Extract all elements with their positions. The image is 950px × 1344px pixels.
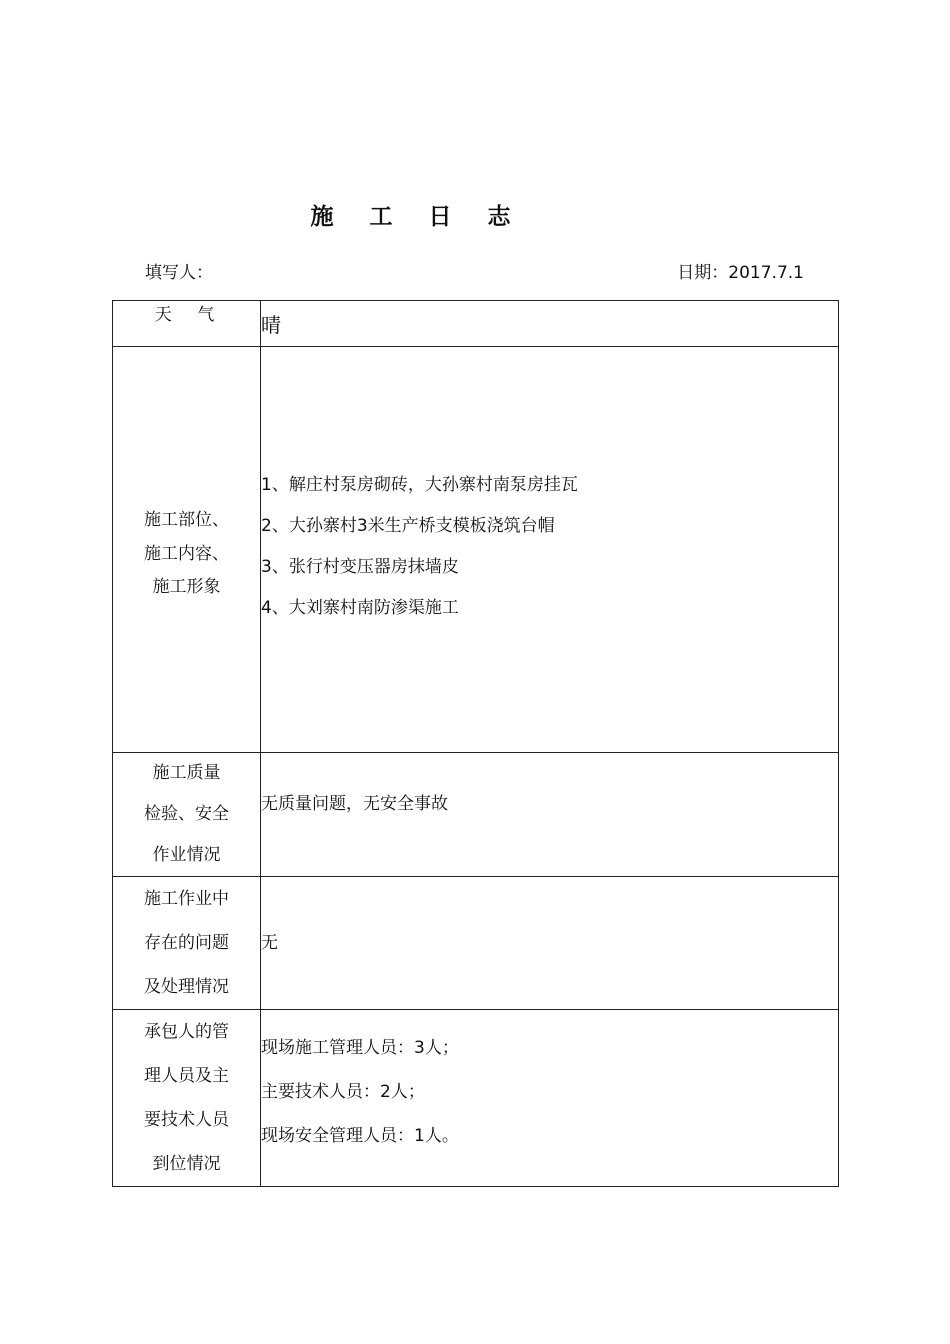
problems-row: [113, 877, 839, 1010]
construction-label-line: 施工部位、: [144, 510, 229, 530]
filler-label: 填写人：: [145, 263, 213, 283]
staff-label-line: 理人员及主: [144, 1066, 229, 1086]
page-title: 施 工 日 志: [310, 204, 525, 230]
staff-item: 现场施工管理人员：3人；: [261, 1038, 459, 1058]
construction-log-table: [112, 300, 839, 1187]
staff-label-line: 到位情况: [152, 1154, 221, 1174]
weather-label: 天 气: [154, 305, 225, 325]
staff-item: 主要技术人员：2人；: [261, 1082, 425, 1102]
staff-row: [113, 1010, 839, 1187]
construction-label-line: 施工内容、: [144, 544, 229, 564]
quality-label-line: 施工质量: [152, 763, 221, 783]
staff-label-line: 要技术人员: [144, 1110, 229, 1130]
quality-label-line: 检验、安全: [144, 804, 229, 824]
construction-row: [113, 347, 839, 753]
quality-label-cell: [113, 753, 261, 877]
work-item: 1、解庄村泵房砌砖，大孙寨村南泵房挂瓦: [261, 474, 578, 495]
staff-item: 现场安全管理人员：1人。: [261, 1126, 459, 1146]
weather-label-cell: [113, 301, 261, 347]
staff-label-line: 承包人的管: [144, 1022, 229, 1042]
quality-label-line: 作业情况: [152, 845, 221, 865]
quality-content-cell: [261, 753, 839, 877]
construction-label-cell: [113, 347, 261, 753]
weather-value: 晴: [261, 301, 839, 347]
problems-value: 无: [261, 932, 278, 953]
problems-label-cell: [113, 877, 261, 1010]
work-item: 2、大孙寨村3米生产桥支模板浇筑台帽: [261, 515, 555, 536]
work-item: 4、大刘寨村南防渗渠施工: [261, 597, 459, 618]
problems-label-line: 及处理情况: [144, 977, 229, 997]
quality-row: [113, 753, 839, 877]
staff-label-cell: [113, 1010, 261, 1187]
problems-content-cell: [261, 877, 839, 1010]
construction-label-line: 施工形象: [152, 577, 221, 597]
problems-label-line: 施工作业中: [144, 889, 229, 909]
staff-content-cell: [261, 1010, 839, 1187]
quality-value: 无质量问题，无安全事故: [261, 794, 448, 814]
problems-label-line: 存在的问题: [144, 933, 229, 953]
date-label: 日期：2017.7.1: [677, 263, 804, 283]
work-item: 3、张行村变压器房抹墙皮: [261, 556, 459, 577]
weather-row: [113, 301, 839, 347]
construction-content-cell: [261, 347, 839, 753]
